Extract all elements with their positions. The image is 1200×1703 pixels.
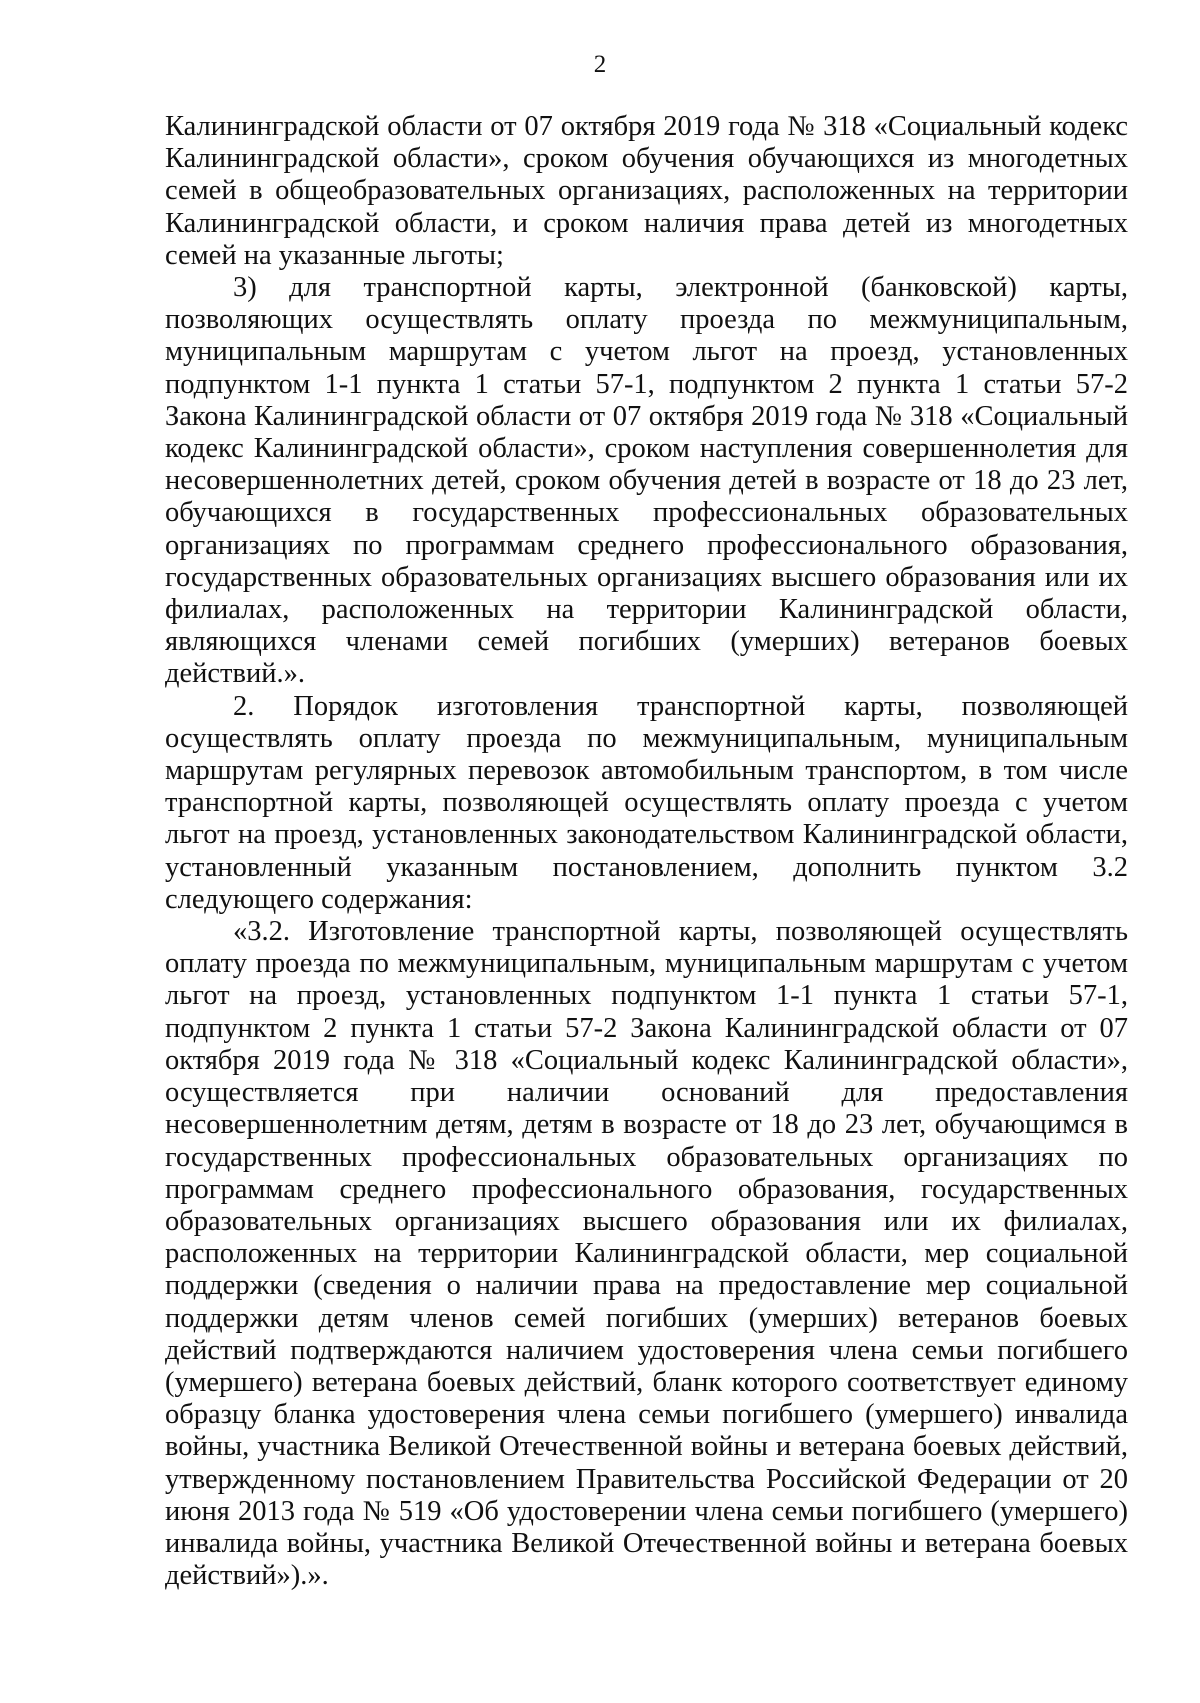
paragraph-clause-2: 2. Порядок изготовления транспортной карты, позволяющей осуществлять оплату проезда по межмуниципальным, муниципальным маршрутам регулярных перевозок автомобильным транспортом, в том числе транспортной карты, позволяющей осуществлять оплату проезда с учетом льгот на проезд, установленных законодательством Калининградской области, установленный указанным постановлением, дополнить пунктом 3.2 следующего содержания: <box>165 690 1128 915</box>
paragraph-item-3: 3) для транспортной карты, электронной (банковской) карты, позволяющих осуществлять оплату проезда по межмуниципальным, муниципальным маршрутам с учетом льгот на проезд, установленных подпунктом 1-1 пункта 1 статьи 57-1, подпунктом 2 пункта 1 статьи 57-2 Закона Калининградской области от 07 октября 2019 года № 318 «Социальный кодекс Калининградской области», сроком наступления совершеннолетия для несовершеннолетних детей, сроком обучения детей в возрасте от 18 до 23 лет, обучающихся в государственных профессиональных образовательных организациях по программам среднего профессионального образования, государственных образовательных организациях высшего образования или их филиалах, расположенных на территории Калининградской области, являющихся членами семей погибших (умерших) ветеранов боевых действий.». <box>165 272 1128 690</box>
paragraph-point-3-2: «3.2. Изготовление транспортной карты, позволяющей осуществлять оплату проезда по межмуниципальным, муниципальным маршрутам с учетом льгот на проезд, установленных подпунктом 1-1 пункта 1 статьи 57-1, подпунктом 2 пункта 1 статьи 57-2 Закона Калининградской области от 07 октября 2019 года № 318 «Социальный кодекс Калининградской области», осуществляется при наличии оснований для предоставления несовершеннолетним детям, детям в возрасте от 18 до 23 лет, обучающимся в государственных профессиональных образовательных организациях по программам среднего профессионального образования, государственных образовательных организациях высшего образования или их филиалах, расположенных на территории Калининградской области, мер социальной поддержки (сведения о наличии права на предоставление мер социальной поддержки детям членов семей погибших (умерших) ветеранов боевых действий подтверждаются наличием удостоверения члена семьи погибшего (умершего) ветерана боевых действий, бланк которого соответствует единому образцу бланка удостоверения члена семьи погибшего (умершего) инвалида войны, участника Великой Отечественной войны и ветерана боевых действий, утвержденному постановлением Правительства Российской Федерации от 20 июня 2013 года № 519 «Об удостоверении члена семьи погибшего (умершего) инвалида войны, участника Великой Отечественной войны и ветерана боевых действий»).». <box>165 916 1128 1592</box>
document-body <box>165 111 1128 1592</box>
page-number: 2 <box>593 51 607 78</box>
paragraph-continuation: Калининградской области от 07 октября 2019 года № 318 «Социальный кодекс Калининградской области», сроком обучения обучающихся из многодетных семей в общеобразовательных организациях, расположенных на территории Калининградской области, и сроком наличия права детей из многодетных семей на указанные льготы; <box>165 111 1128 271</box>
